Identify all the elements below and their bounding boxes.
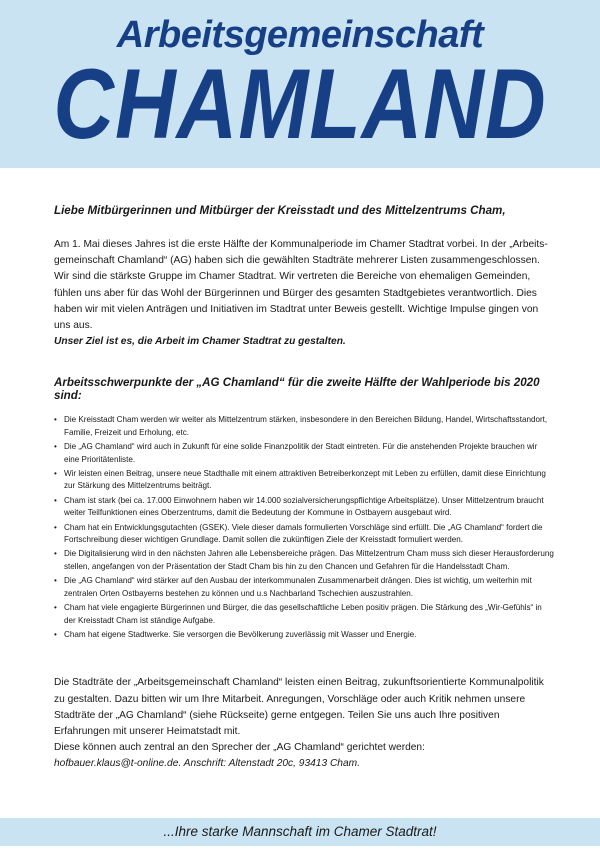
list-item: • Wir leisten einen Beitrag, unsere neue Stadthalle mit einem attraktiven Betreiberkonzept mit Leben zu erfüllen, damit diese Einrichtung zur Stärkung des Mittelzentrums beiträgt. [54, 469, 546, 491]
list-item: • Die Kreisstadt Cham werden wir weiter als Mittelzentrum stärken, insbesondere in den Bereichen Bildung, Handel, Wirtschaftsstandort, Familie, Freizeit und Erholung, etc. [54, 415, 548, 437]
list-item: • Cham hat eigene Stadtwerke. Sie versorgen die Bevölkerung zuverlässig mit Wasser und Energie. [54, 629, 417, 639]
header-title-line1: Arbeitsgemeinschaft [116, 14, 484, 56]
contact-address: hofbauer.klaus@t-online.de. Anschrift: Altenstadt 20c, 93413 Cham. [54, 758, 360, 770]
list-item: • Cham ist stark (bei ca. 17.000 Einwohnern haben wir 14.000 sozialversicherungspflichtige Arbeitsplätze). Unser Mittelzentrum braucht weiter Teilfunktionen eines Oberzentrums, damit die Bedeutung der Kommune in Ostbayern ausgebaut wird. [54, 495, 544, 518]
focus-list [54, 414, 554, 641]
header-banner [0, 0, 600, 168]
list-item: • Die Digitalisierung wird in den nächsten Jahren alle Lebensbereiche prägen. Das Mittelzentrum Cham muss sich dieser Herausforderung stellen, angefangen von der Präsentation der Stadt Cham bis hin zu den Chancen und Gefahren für die Handelsstadt Cham. [54, 549, 554, 571]
greeting: Liebe Mitbürgerinnen und Mitbürger der Kreisstadt und des Mittelzentrums Cham, [54, 204, 506, 217]
letter-body [54, 204, 554, 773]
goal-statement: Unser Ziel ist es, die Arbeit im Chamer Stadtrat zu gestalten. [54, 336, 346, 348]
list-item: • Die „AG Chamland“ wird auch in Zukunft für eine solide Finanzpolitik der Stadt eintreten. Für die anstehenden Projekte brauchen wir eine Prioritätenliste. [54, 442, 538, 464]
closing-paragraph: Die Stadträte der „Arbeitsgemeinschaft Chamland“ leisten einen Beitrag, zukunftsorientierte Kommunalpolitik zu gestalten. Dazu bitten wir um Ihre Mitarbeit. Anregungen, Vorschläge oder auch Kritik nehmen unsere Stadträte der „AG Chamland“ (siehe Rückseite) gerne entgegen. Teilen Sie uns auch Ihre positiven Erfahrungen mit unserer Heimatstadt mit. [54, 677, 544, 737]
list-item: • Die „AG Chamland“ wird stärker auf den Ausbau der interkommunalen Zusammenarbeit drängen. Dies ist wichtig, um weiterhin mit zentralen Orten Ostbayerns bestehen zu können und u.s Nachbarland Tschechien auszustrahlen. [54, 576, 532, 598]
footer-slogan: ...Ihre starke Mannschaft im Chamer Stadtrat! [0, 818, 600, 846]
header-title-line2: CHAMLAND [53, 48, 547, 160]
contact-line: Diese können auch zentral an den Sprecher der „AG Chamland“ gerichtet werden: [54, 742, 425, 754]
focus-title: Arbeitsschwerpunkte der „AG Chamland“ für die zweite Hälfte der Wahlperiode bis 2020 sind: [54, 376, 540, 403]
intro-paragraph: Am 1. Mai dieses Jahres ist die erste Hälfte der Kommunalperiode im Chamer Stadtrat vorbei. In der „Arbeits- gemeinschaft Chamland“ (AG) haben sich die gewählten Stadträte mehrerer Listen zusammengeschlossen. Wir sind die stärkste Gruppe im Chamer Stadtrat. Wir vertreten die Bereiche von ehemaligen Gemeinden, fühlen uns aber für das Wohl der Bürgerinnen und Bürger des gesamten Stadtgebietes verantwortlich. Dies haben wir mit vielen Anträgen und Initiativen im Stadtrat unter Beweis gestellt. Wichtige Impulse gingen von uns aus. [54, 239, 548, 332]
closing-section [54, 675, 554, 772]
list-item: • Cham hat ein Entwicklungsgutachten (GSEK). Viele dieser damals formulierten Vorschläge sind erfüllt. Die „AG Chamland“ fordert die Fortschreibung dieser wichtigen Grundlage. Damit sollen die zukünftigen Ziele der Kreisstadt formuliert werden. [54, 522, 543, 545]
list-item: • Cham hat viele engagierte Bürgerinnen und Bürger, die das gesellschaftliche Leben positiv prägen. Die Stärkung des „Wir-Gefühls“ in der Kreisstadt Cham ist ständige Aufgabe. [54, 603, 542, 625]
